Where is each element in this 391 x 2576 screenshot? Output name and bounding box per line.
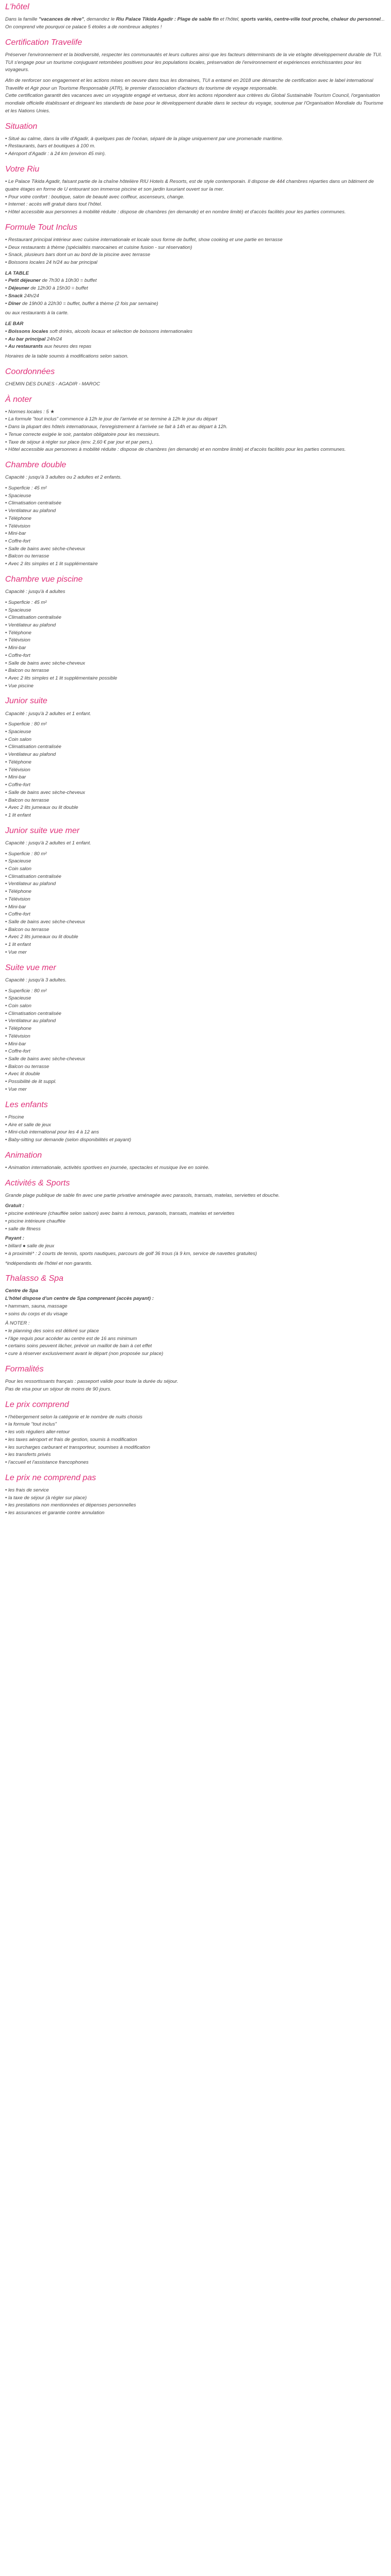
activities-title: Activités & Sports — [5, 1178, 70, 1188]
spa-list — [5, 1303, 386, 1318]
room-title: Junior suite vue mer — [5, 826, 80, 835]
list-item: • Télévision — [5, 1033, 386, 1041]
list-item: • Taxe de séjour à régler sur place (env. 2,60 € par jour et par pers.). — [5, 439, 386, 447]
list-item: • Aéroport d'Agadir : à 24 km (environ 45 min). — [5, 150, 386, 158]
list-item: • Spacieuse — [5, 493, 386, 500]
list-item: • Téléphone — [5, 759, 386, 767]
list-item: • les vols réguliers aller-retour — [5, 1429, 386, 1436]
list-item: • Mini-club international pour les 4 à 12 ans — [5, 1129, 386, 1137]
list-item: • Balcon ou terrasse — [5, 553, 386, 561]
list-item: • cure à réserver exclusivement avant le départ (non proposée sur place) — [5, 1350, 386, 1358]
list-item: • La formule "tout inclus" commence à 12h le jour de l'arrivée et se termine à 12h le jour du départ — [5, 416, 386, 423]
list-item: • les transferts privés — [5, 1451, 386, 1459]
kids-title: Les enfants — [5, 1100, 48, 1109]
list-item: • Téléphone — [5, 1025, 386, 1033]
notes-list — [5, 409, 386, 454]
list-item: • Superficie : 80 m² — [5, 851, 386, 858]
formule-title: Formule Tout Inclus — [5, 223, 77, 232]
list-item: • Ventilateur au plafond — [5, 622, 386, 630]
list-item: • Restaurant principal intérieur avec cuisine internationale et locale sous forme de buffet, show cooking et une partie en terrasse — [5, 236, 386, 244]
free-heading: Gratuit : — [5, 1203, 24, 1209]
list-item: • Salle de bains avec sèche-cheveux — [5, 546, 386, 553]
list-item: • Climatisation centralisée — [5, 1010, 386, 1018]
animation-list — [5, 1164, 386, 1172]
list-item: • Animation internationale, activités sportives en journée, spectacles et musique live en soirée. — [5, 1164, 386, 1172]
room-features-list — [5, 988, 386, 1094]
room-features-list — [5, 851, 386, 957]
list-item: • Tenue correcte exigée le soir, pantalon obligatoire pour les messieurs. — [5, 431, 386, 439]
list-item: • l'hébergement selon la catégorie et le nombre de nuits choisis — [5, 1414, 386, 1421]
list-item: • Télévision — [5, 896, 386, 904]
list-item: • Superficie : 80 m² — [5, 988, 386, 995]
list-item: • le planning des soins est délivré sur place — [5, 1328, 386, 1335]
list-item: • Pour votre confort : boutique, salon de beauté avec coiffeur, ascenseurs, change. — [5, 194, 386, 201]
list-item: • les surcharges carburant et transporteur, soumises à modification — [5, 1444, 386, 1452]
activities-footnote: *indépendants de l'hôtel et non garantis. — [5, 1260, 93, 1266]
list-item: • Internet : accès wifi gratuit dans tout l'hôtel. — [5, 201, 386, 209]
list-item: • piscine intérieure chauffée — [5, 1218, 386, 1226]
list-item: • les assurances et garantie contre annulation — [5, 1510, 386, 1517]
list-item: • Salle de bains avec sèche-cheveux — [5, 789, 386, 797]
list-item: • Mini-bar — [5, 1041, 386, 1048]
pay-heading: Payant : — [5, 1235, 24, 1242]
list-item: • Restaurants, bars et boutiques à 100 m. — [5, 143, 386, 150]
room-features-list — [5, 599, 386, 690]
room-features-list — [5, 485, 386, 568]
list-item: • Spacieuse — [5, 728, 386, 736]
table-list — [5, 277, 386, 308]
list-item: • Snack, plusieurs bars dont un au bord de la piscine avec terrasse — [5, 251, 386, 259]
room-title: Junior suite — [5, 697, 47, 706]
list-item: • Hôtel accessible aux personnes à mobilité réduite : dispose de chambres (en demande) et en nombre limité) et d'accès facilités pour les parties communes. — [5, 209, 386, 216]
list-item: • Mini-bar — [5, 645, 386, 652]
list-item: • Dans la plupart des hôtels internationaux, l'enregistrement à l'arrivée se fait à 14h et au départ à 12h. — [5, 423, 386, 431]
certification-text-2: Afin de renforcer son engagement et les actions mises en oeuvre dans tous les domaines, TUI a entamé en 2018 une démarche de certification avec le label international Travelife et Agir pour un Tourisme Responsable (ATR), le premier d'association d'acteurs du tourisme de voyage responsable. Cette certification garantit des vacances avec un voyagiste engagé et vertueux, dont les actions répondent aux critères du Global Sustainable Tourism Council, l'organisation mondiale officielle établissant et dirigeant les standards de base pour le développement durable dans le secteur du voyage, soutenue par l'Organisation Mondiale du Tourisme et les Nations Unies. — [5, 77, 383, 114]
list-item: • Avec 2 lits jumeaux ou lit double — [5, 934, 386, 941]
hotel-title: L'hôtel — [5, 3, 29, 11]
list-item: • billard ● salle de jeux — [5, 1243, 386, 1250]
spa-note-heading: À NOTER : — [5, 1320, 30, 1327]
list-item: • Salle de bains avec sèche-cheveux — [5, 919, 386, 926]
list-item: • Deux restaurants à thème (spécialités marocaines et cuisine fusion - sur réservation) — [5, 244, 386, 252]
formule-note: Horaires de la table soumis à modifications selon saison. — [5, 353, 129, 359]
list-item: • Avec 2 lits simples et 1 lit supplémentaire possible — [5, 675, 386, 683]
list-item: • Téléphone — [5, 515, 386, 523]
coordinates-title: Coordonnées — [5, 367, 55, 376]
room-title: Suite vue mer — [5, 963, 56, 972]
spa-title: Thalasso & Spa — [5, 1274, 63, 1283]
situation-list — [5, 135, 386, 158]
list-item: • Télévision — [5, 637, 386, 645]
list-item: • Spacieuse — [5, 858, 386, 866]
kids-list — [5, 1114, 386, 1144]
list-item: • Déjeuner de 12h30 à 15h30 = buffet — [5, 285, 386, 293]
hotel-intro: Dans la famille "vacances de rêve", demandez le Riu Palace Tikida Agadir : Plage de sable fin et l'hôtel, sports variés, centre-ville tout proche, chaleur du personnel... On comprend vite pourquoi ce palace 5 étoiles a de nombreux adeptes ! — [5, 16, 385, 30]
room-capacity: Capacité : jusqu'à 3 adultes. — [5, 977, 67, 983]
animation-title: Animation — [5, 1150, 42, 1160]
room-title: Chambre vue piscine — [5, 574, 83, 584]
list-item: • Ventilateur au plafond — [5, 880, 386, 888]
room-capacity: Capacité : jusqu'à 2 adultes et 1 enfant. — [5, 840, 91, 846]
room-capacity: Capacité : jusqu'à 2 adultes et 1 enfant. — [5, 710, 91, 717]
list-item: • Spacieuse — [5, 607, 386, 615]
list-item: • Spacieuse — [5, 995, 386, 1003]
list-item: • Salle de bains avec sèche-cheveux — [5, 1056, 386, 1063]
list-item: • Snack 24h/24 — [5, 293, 386, 300]
list-item: • Le Palace Tikida Agadir, faisant partie de la chaîne hôtelière RIU Hotels & Resorts, est de style contemporain. Il dispose de 444 chambres réparties dans un bâtiment de quatre étages en forme de U entourant son immense piscine et son jardin luxuriant ouvert sur la mer. — [5, 178, 386, 193]
list-item: • Aire et salle de jeux — [5, 1122, 386, 1129]
list-item: • l'âge requis pour accéder au centre est de 16 ans minimum — [5, 1335, 386, 1343]
list-item: • Avec lit double — [5, 1071, 386, 1078]
list-item: • soins du corps et du visage — [5, 1311, 386, 1318]
table-heading: LA TABLE — [5, 270, 29, 276]
list-item: • Climatisation centralisée — [5, 873, 386, 881]
bar-heading: LE BAR — [5, 321, 24, 327]
room-capacity: Capacité : jusqu'à 3 adultes ou 2 adultes et 2 enfants. — [5, 474, 122, 481]
list-item: • Ventilateur au plafond — [5, 1018, 386, 1025]
list-item: • Coin salon — [5, 866, 386, 873]
price-includes-title: Le prix comprend — [5, 1400, 69, 1409]
list-item: • Boissons locales 24 h/24 au bar principal — [5, 259, 386, 267]
room-capacity: Capacité : jusqu'à 4 adultes — [5, 589, 66, 595]
list-item: • Coffre-fort — [5, 538, 386, 546]
list-item: • Vue mer — [5, 1086, 386, 1094]
list-item: • Mini-bar — [5, 774, 386, 782]
list-item: • Vue mer — [5, 949, 386, 957]
rooms-container — [5, 460, 386, 1094]
situation-title: Situation — [5, 122, 38, 131]
table-note: ou aux restaurants à la carte. — [5, 310, 69, 316]
spa-payant: L'hôtel dispose d'un centre de Spa comprenant (accès payant) : — [5, 1296, 154, 1302]
list-item: • Climatisation centralisée — [5, 743, 386, 751]
list-item: • Mini-bar — [5, 530, 386, 538]
spa-note-list — [5, 1328, 386, 1358]
certification-text-1: Préserver l'environnement et la biodiversité, respecter les communautés et leurs cultures ainsi que les facteurs déterminants de la vie et/agite développement durable de TUI. TUI s'engage pour un tourisme conjuguant retombées positives pour les populations locales, préservation de l'environnement et expériences enrichissantes pour les voyageurs. — [5, 52, 382, 73]
list-item: • Mini-bar — [5, 904, 386, 911]
list-item: • certains soins peuvent lâcher, prévoir un maillot de bain à cet effet — [5, 1343, 386, 1350]
list-item: • Au restaurants aux heures des repas — [5, 343, 386, 351]
list-item: • Superficie : 80 m² — [5, 721, 386, 728]
list-item: • Balcon ou terrasse — [5, 667, 386, 675]
list-item: • Coffre-fort — [5, 782, 386, 789]
list-item: • hammam, sauna, massage — [5, 1303, 386, 1311]
list-item: • salle de fitness — [5, 1226, 386, 1233]
list-item: • Piscine — [5, 1114, 386, 1122]
list-item: • Dîner de 19h00 à 22h30 = buffet, buffet à thème (2 fois par semaine) — [5, 300, 386, 308]
list-item: • les prestations non mentionnées et dépenses personnelles — [5, 1502, 386, 1510]
spa-center: Centre de Spa — [5, 1288, 38, 1294]
list-item: • les taxes aéroport et frais de gestion, soumis à modification — [5, 1436, 386, 1444]
address: CHEMIN DES DUNES - AGADIR - MAROC — [5, 381, 100, 387]
list-item: • Avec 2 lits jumeaux ou lit double — [5, 804, 386, 812]
list-item: • Télévision — [5, 767, 386, 774]
price-includes-list — [5, 1414, 386, 1467]
list-item: • Coin salon — [5, 1003, 386, 1010]
bar-list — [5, 328, 386, 351]
list-item: • Téléphone — [5, 888, 386, 896]
list-item: • Petit déjeuner de 7h30 à 10h30 = buffet — [5, 277, 386, 285]
list-item: • Balcon ou terrasse — [5, 1063, 386, 1071]
list-item: • Ventilateur au plafond — [5, 507, 386, 515]
list-item: • Balcon ou terrasse — [5, 797, 386, 805]
list-item: • à proximité* : 2 courts de tennis, sports nautiques, parcours de golf 36 trous (à 9 km, service de navettes gratuites) — [5, 1250, 386, 1258]
list-item: • Balcon ou terrasse — [5, 926, 386, 934]
list-item: • Coin salon — [5, 736, 386, 744]
list-item: • Ventilateur au plafond — [5, 751, 386, 759]
list-item: • Normes locales : 5 ★ — [5, 409, 386, 416]
list-item: • 1 lit enfant — [5, 941, 386, 949]
list-item: • Boissons locales soft drinks, alcools locaux et sélection de boissons internationales — [5, 328, 386, 336]
list-item: • Climatisation centralisée — [5, 614, 386, 622]
certification-title: Certification Travelife — [5, 38, 83, 47]
list-item: • Coffre-fort — [5, 911, 386, 919]
list-item: • Coffre-fort — [5, 1048, 386, 1056]
list-item: • Télévision — [5, 523, 386, 531]
formule-list — [5, 236, 386, 267]
list-item: • Baby-sitting sur demande (selon disponibilités et payant) — [5, 1137, 386, 1144]
riu-title: Votre Riu — [5, 164, 40, 174]
list-item: • Coffre-fort — [5, 652, 386, 660]
list-item: • Climatisation centralisée — [5, 500, 386, 507]
list-item: • Situé au calme, dans la ville d'Agadir, à quelques pas de l'océan, séparé de la plage uniquement par une promenade maritime. — [5, 135, 386, 143]
list-item: • Avec 2 lits simples et 1 lit supplémentaire — [5, 561, 386, 568]
free-list — [5, 1210, 386, 1233]
list-item: • Téléphone — [5, 630, 386, 637]
notes-title: À noter — [5, 395, 32, 404]
price-excludes-title: Le prix ne comprend pas — [5, 1473, 96, 1482]
list-item: • Au bar principal 24h/24 — [5, 336, 386, 344]
list-item: • les frais de service — [5, 1487, 386, 1495]
list-item: • Possibilité de lit suppl. — [5, 1078, 386, 1086]
list-item: • l'accueil et l'assistance francophones — [5, 1459, 386, 1467]
pay-list — [5, 1243, 386, 1258]
list-item: • Superficie : 45 m² — [5, 485, 386, 493]
list-item: • Superficie : 45 m² — [5, 599, 386, 607]
activities-intro: Grande plage publique de sable fin avec une partie privative aménagée avec parasols, transats, matelas, serviettes et douche. — [5, 1192, 280, 1198]
list-item: • piscine extérieure (chauffée selon saison) avec bains à remous, parasols, transats, matelas et serviettes — [5, 1210, 386, 1218]
list-item: • Salle de bains avec sèche-cheveux — [5, 660, 386, 668]
list-item: • 1 lit enfant — [5, 812, 386, 820]
room-title: Chambre double — [5, 461, 67, 470]
room-features-list — [5, 721, 386, 819]
formalities-title: Formalités — [5, 1364, 44, 1374]
riu-list — [5, 178, 386, 216]
price-excludes-list — [5, 1487, 386, 1517]
list-item: • Vue piscine — [5, 683, 386, 690]
list-item: • la formule "tout inclus" — [5, 1421, 386, 1429]
formalities-text: Pour les ressortissants français : passeport valide pour toute la durée du séjour. Pas de visa pour un séjour de moins de 90 jours. — [5, 1379, 178, 1392]
list-item: • Hôtel accessible aux personnes à mobilité réduite : dispose de chambres (en demande) et en nombre limité) et d'accès facilités pour les parties communes. — [5, 446, 386, 454]
list-item: • la taxe de séjour (à régler sur place) — [5, 1495, 386, 1502]
